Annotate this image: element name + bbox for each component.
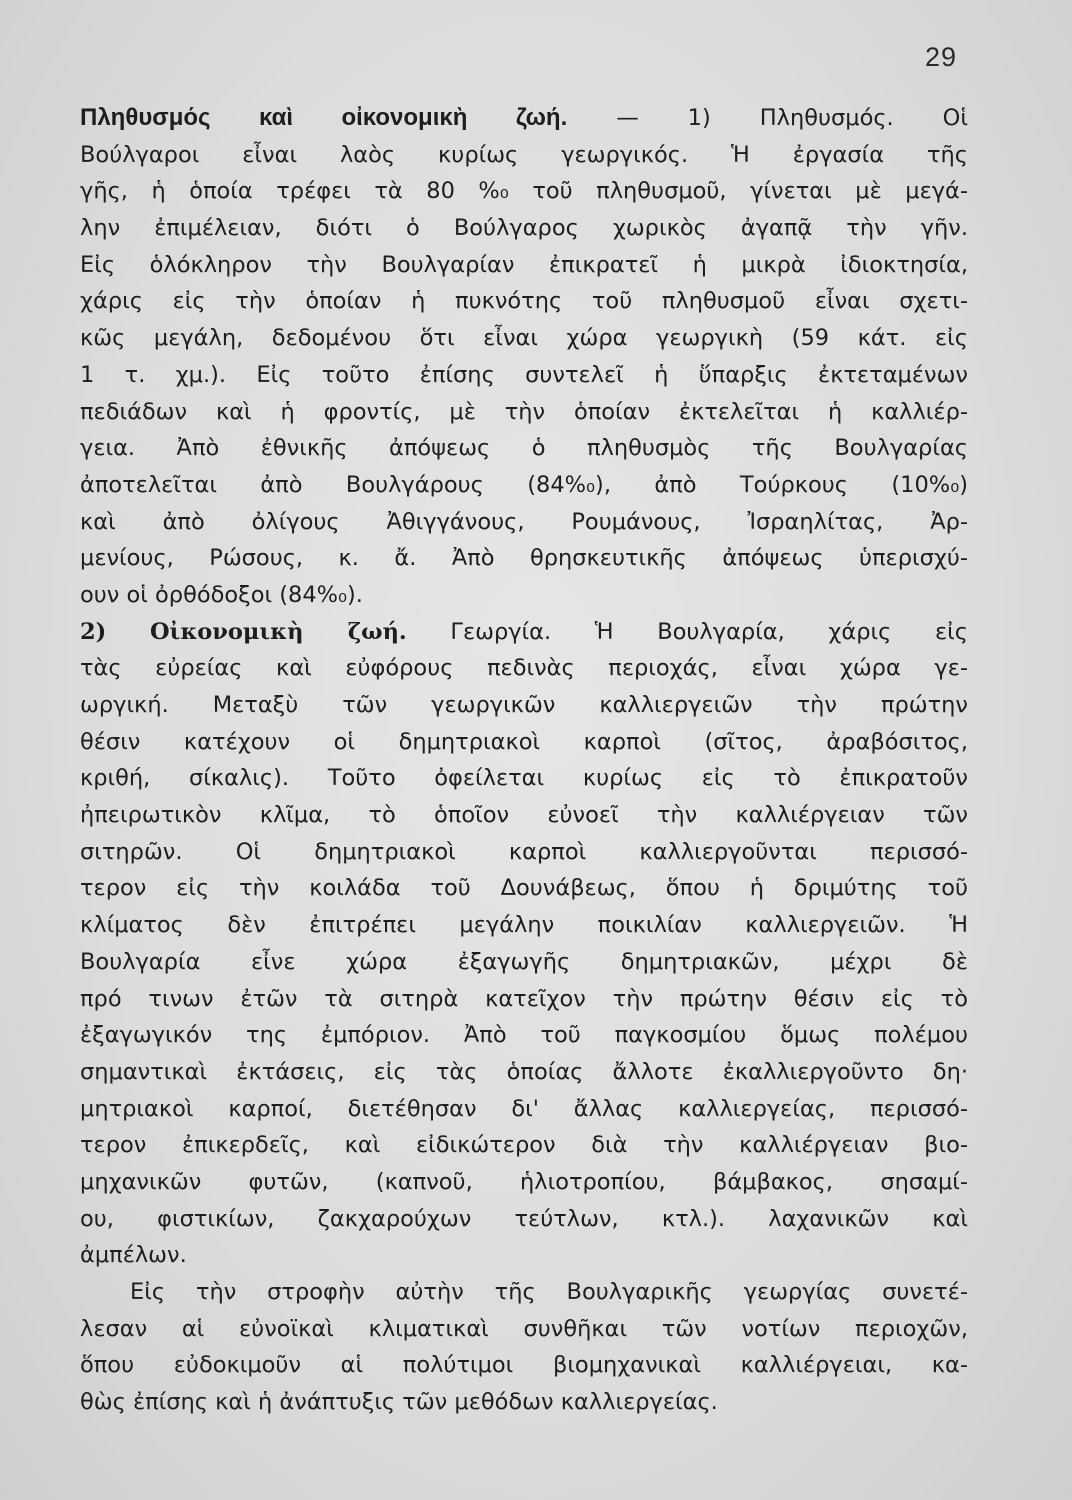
text-line: Εἰς τὴν στροφὴν αὐτὴν τῆς Βουλγαρικῆς γεωργίας συνετέ-: [130, 1279, 968, 1305]
text-line: κῶς μεγάλη, δεδομένου ὅτι εἶναι χώρα γεωργικὴ (59 κάτ. εἰς: [80, 325, 968, 352]
text-line: [80, 100, 968, 137]
text-line: καὶ ἀπὸ ὀλίγους Ἀθιγγάνους, Ρουμάνους, Ἰσραηλίτας, Ἀρ-: [80, 508, 968, 535]
paragraph-economy: [80, 614, 968, 1274]
text-line: ου, φιστικίων, ζακχαρούχων τεύτλων, κτλ.). λαχανικῶν καὶ: [80, 1205, 968, 1232]
text-line: λην ἐπιμέλειαν, διότι ὁ Βούλγαρος χωρικὸς ἀγαπᾷ τὴν γῆν.: [80, 215, 968, 242]
text-line: γῆς, ἡ ὁποία τρέφει τὰ 80 %₀ τοῦ πληθυσμοῦ, γίνεται μὲ μεγά-: [80, 178, 968, 205]
text-line: λεσαν αἱ εὐνοϊκαὶ κλιματικαὶ συνθῆκαι τῶν νοτίων περιοχῶν,: [80, 1315, 968, 1342]
text-line: Εἰς ὁλόκληρον τὴν Βουλγαρίαν ἐπικρατεῖ ἡ μικρὰ ἰδιοκτησία,: [80, 251, 968, 278]
text-line: μηχανικῶν φυτῶν, (καπνοῦ, ἡλιοτροπίου, βάμβακος, σησαμί-: [80, 1168, 968, 1195]
text-line: τὰς εὐρείας καὶ εὐφόρους πεδινὰς περιοχάς, εἶναι χώρα γε-: [80, 655, 968, 682]
paragraph-conclusion: [80, 1274, 968, 1421]
text-line: πρό τινων ἐτῶν τὰ σιτηρὰ κατεῖχον τὴν πρώτην θέσιν εἰς τὸ: [80, 985, 968, 1012]
text-line: ὅπου εὐδοκιμοῦν αἱ πολύτιμοι βιομηχανικαὶ καλλιέργειαι, κα-: [80, 1352, 968, 1379]
text-line: σιτηρῶν. Οἱ δημητριακοὶ καρποὶ καλλιεργοῦνται περισσό-: [80, 838, 968, 865]
text-line: ωργική. Μεταξὺ τῶν γεωργικῶν καλλιεργειῶν τὴν πρώτην: [80, 692, 968, 718]
section-number: — 1): [616, 105, 711, 131]
text-line: μενίους, Ρώσους, κ. ἄ. Ἀπὸ θρησκευτικῆς ἀπόψεως ὑπερισχύ-: [80, 545, 968, 572]
subsection-heading: Οἰκονομικὴ ζωή.: [149, 618, 407, 645]
text-line: Βούλγαροι εἶναι λαὸς κυρίως γεωργικός. Ἡ ἐργασία τῆς: [80, 141, 968, 168]
text-line: τερον ἐπικερδεῖς, καὶ εἰδικώτερον διὰ τὴν καλλιέργειαν βιο-: [80, 1132, 968, 1159]
text-line: ἠπειρωτικὸν κλῖμα, τὸ ὁποῖον εὐνοεῖ τὴν καλλιέργειαν τῶν: [80, 802, 968, 829]
text-fragment: Γεωργία. Ἡ Βουλγαρία, χάρις εἰς: [450, 618, 968, 645]
text-line: ἐξαγωγικόν της ἐμπόριον. Ἀπὸ τοῦ παγκοσμίου ὅμως πολέμου: [80, 1022, 968, 1049]
body-text: [80, 100, 968, 1421]
text-line: σημαντικαὶ ἐκτάσεις, εἰς τὰς ὁποίας ἄλλοτε ἐκαλλιεργοῦντο δη·: [80, 1058, 968, 1085]
section-heading: Πληθυσμός καὶ οἰκονομικὴ ζωή.: [80, 104, 568, 131]
text-line: μητριακοὶ καρποί, διετέθησαν δι' ἄλλας καλλιεργείας, περισσό-: [80, 1095, 968, 1122]
text-line: 1 τ. χμ.). Εἰς τοῦτο ἐπίσης συντελεῖ ἡ ὕπαρξις ἐκτεταμένων: [80, 361, 968, 388]
text-line: ἀμπέλων.: [80, 1242, 187, 1269]
text-line: κριθή, σίκαλις). Τοῦτο ὀφείλεται κυρίως εἰς τὸ ἐπικρατοῦν: [80, 765, 968, 792]
text-line: χάρις εἰς τὴν ὁποίαν ἡ πυκνότης τοῦ πληθυσμοῦ εἶναι σχετι-: [80, 288, 968, 315]
text-line: κλίματος δὲν ἐπιτρέπει μεγάλην ποικιλίαν καλλιεργειῶν. Ἡ: [80, 912, 968, 939]
text-line: θέσιν κατέχουν οἱ δημητριακοὶ καρποὶ (σῖτος, ἀραβόσιτος,: [80, 728, 968, 755]
text-line: [80, 614, 968, 651]
text-line: ἀποτελεῖται ἀπὸ Βουλγάρους (84%₀), ἀπὸ Τούρκους (10%₀): [80, 471, 968, 498]
subsection-number: 2): [80, 618, 107, 645]
text-line: Βουλγαρία εἶνε χώρα ἐξαγωγῆς δημητριακῶν, μέχρι δὲ: [80, 948, 968, 975]
text-line: πεδιάδων καὶ ἡ φροντίς, μὲ τὴν ὁποίαν ἐκτελεῖται ἡ καλλιέρ-: [80, 398, 968, 425]
text-line: γεια. Ἀπὸ ἐθνικῆς ἀπόψεως ὁ πληθυσμὸς τῆς Βουλγαρίας: [80, 435, 968, 462]
page-number: 29: [925, 42, 958, 72]
text-line: θὼς ἐπίσης καὶ ἡ ἀνάπτυξις τῶν μεθόδων καλλιεργείας.: [80, 1389, 718, 1416]
paragraph-population: [80, 100, 968, 614]
text-fragment: Πληθυσμός. Οἱ: [759, 105, 968, 131]
text-line: ουν οἱ ὀρθόδοξοι (84%₀).: [80, 581, 363, 608]
text-line: τερον εἰς τὴν κοιλάδα τοῦ Δουνάβεως, ὅπου ἡ δριμύτης τοῦ: [80, 875, 968, 902]
